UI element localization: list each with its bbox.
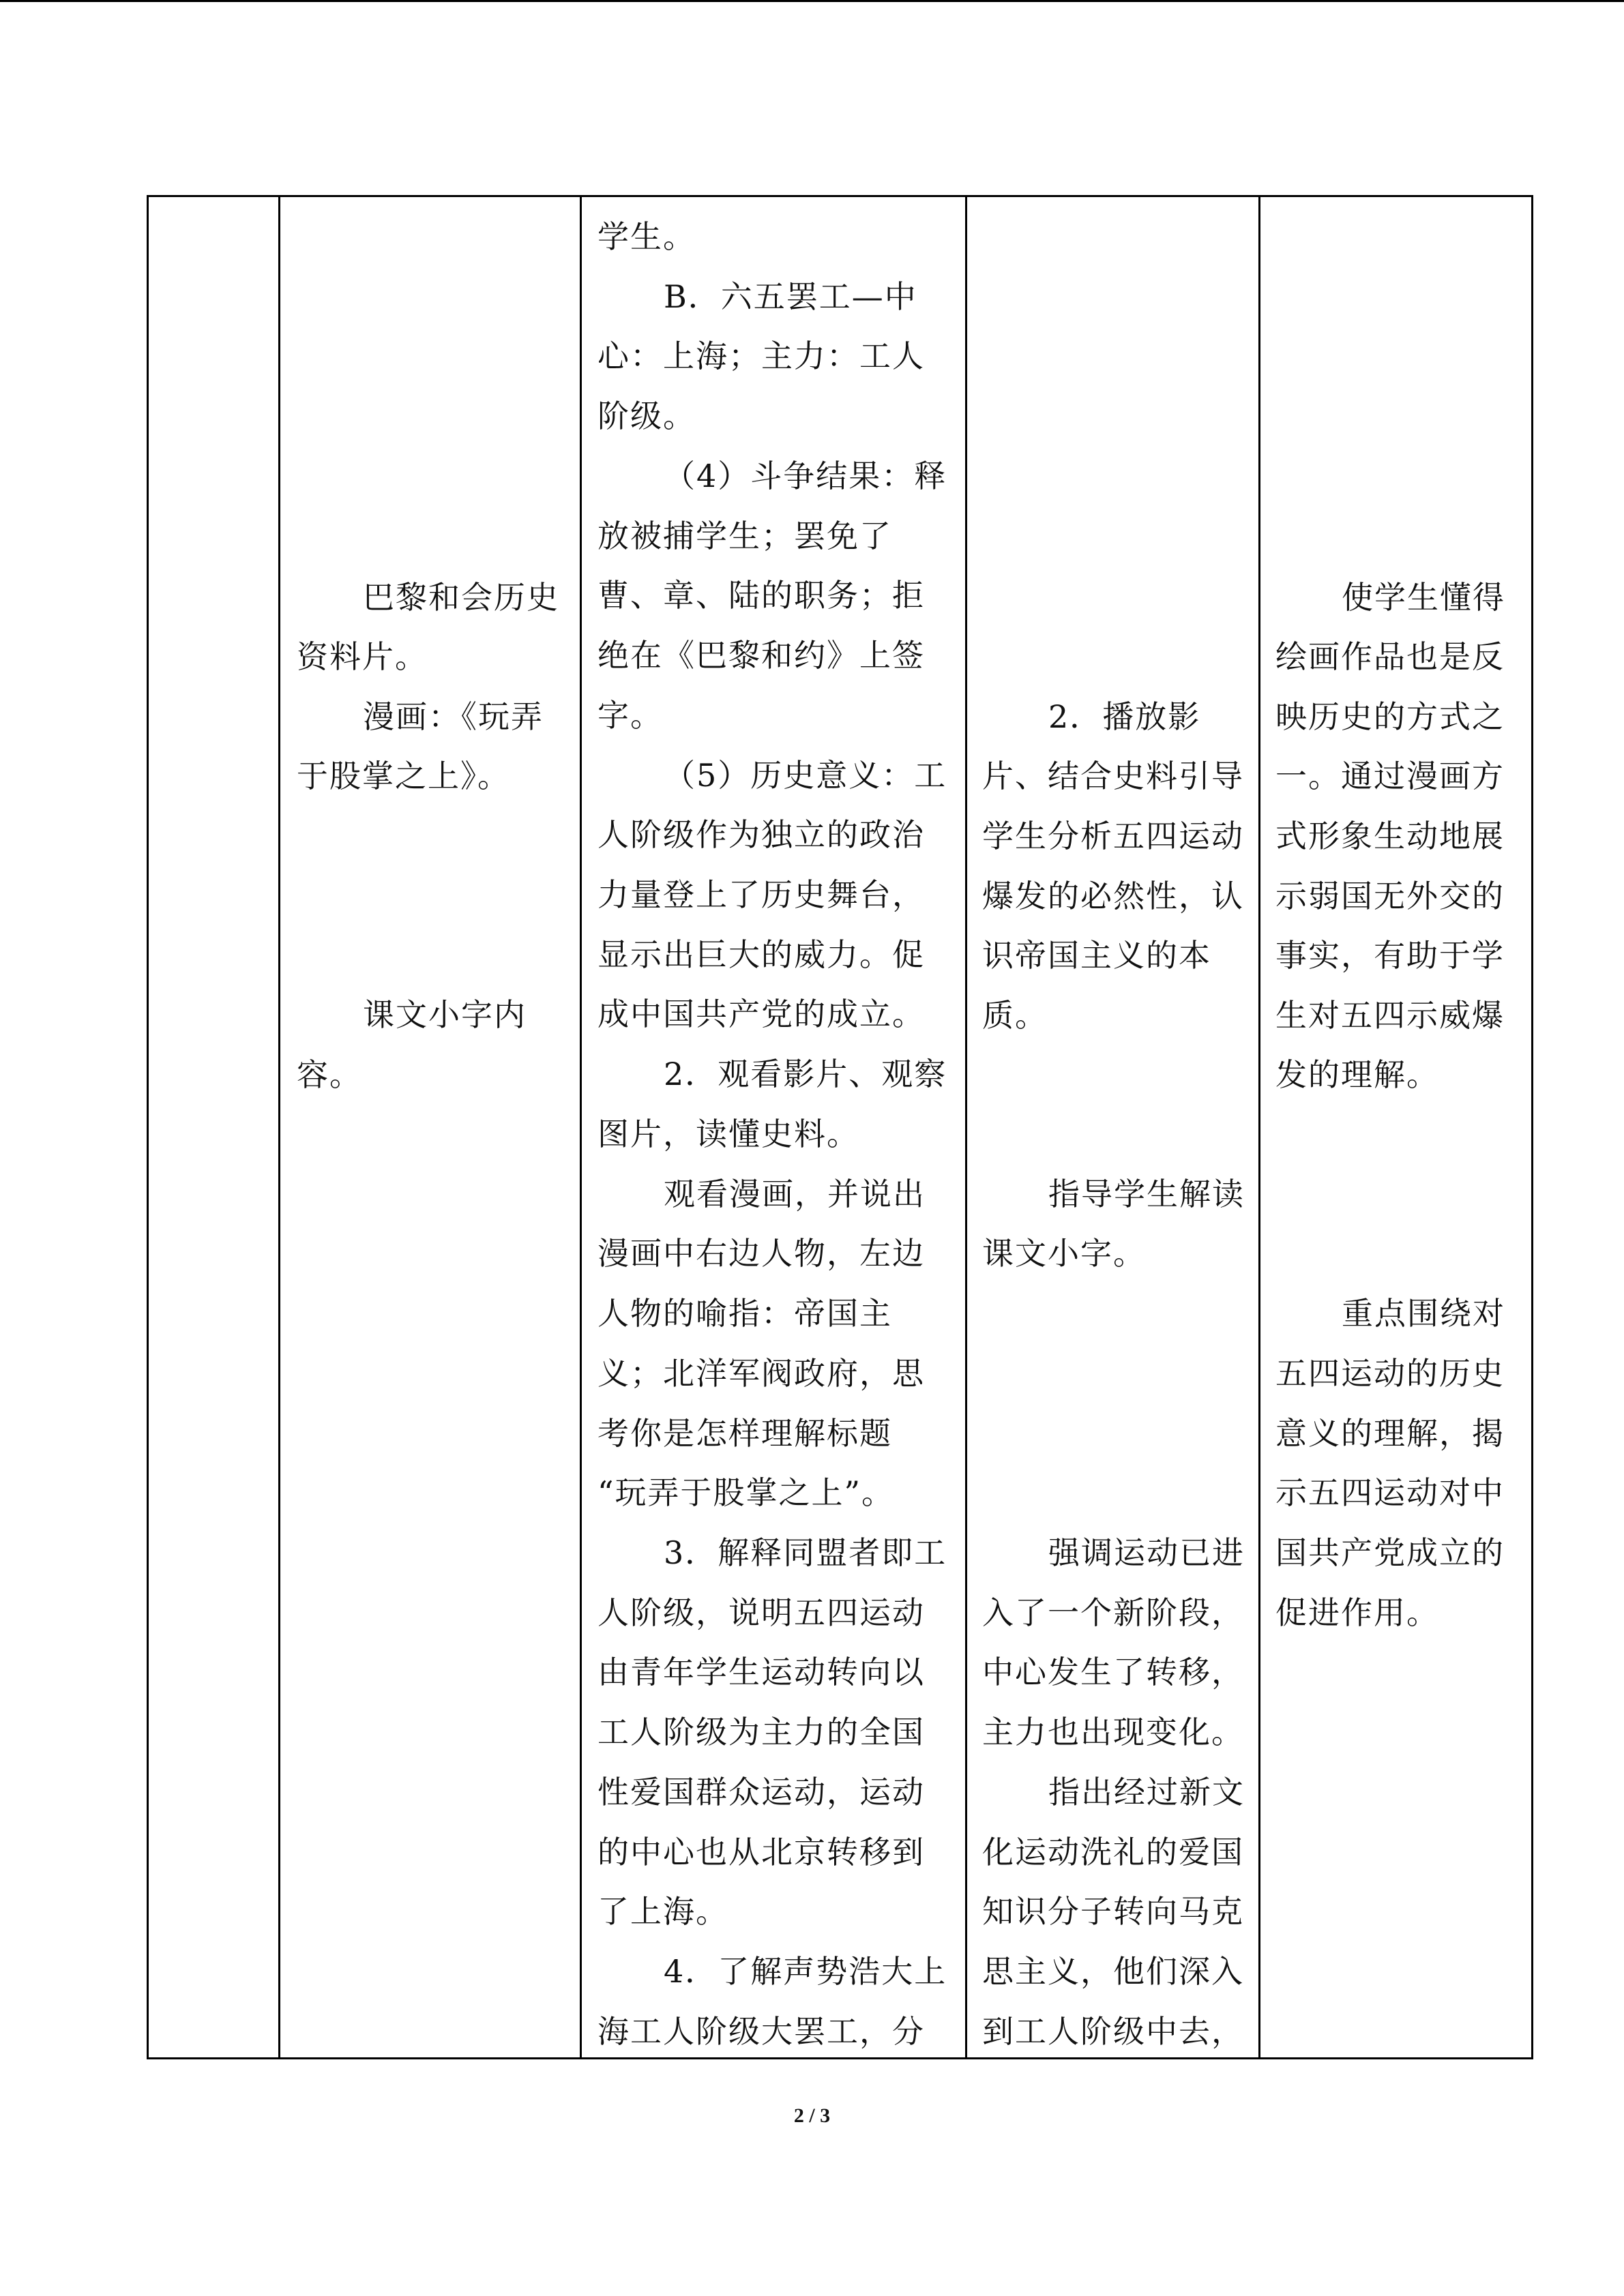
intent-line: 国共产党成立的 [1275, 1534, 1505, 1571]
student-line: 了上海。 [597, 1893, 728, 1930]
intent-line: 映历史的方式之 [1275, 698, 1505, 735]
student-line: 字。 [597, 697, 663, 734]
teacher-line: 思主义，他们深入 [982, 1953, 1244, 1990]
teacher-line: 学生分析五四运动 [982, 818, 1244, 854]
intent-line: 一。通过漫画方 [1275, 758, 1505, 794]
intent-line: 促进作用。 [1275, 1594, 1439, 1631]
student-line: 曹、章、陆的职务；拒 [597, 577, 925, 614]
lesson-plan-table [147, 195, 1533, 2059]
student-line: 2．观看影片、观察 [664, 1056, 947, 1092]
student-line: 人阶级作为独立的政治 [597, 816, 925, 853]
student-line: 心：上海；主力：工人 [597, 338, 925, 374]
teacher-line: 片、结合史料引导 [982, 758, 1244, 794]
column-divider [1258, 197, 1260, 2057]
student-line: （5）历史意义：工 [664, 757, 947, 794]
page-number: 2 / 3 [793, 2104, 831, 2127]
intent-line: 式形象生动地展 [1275, 818, 1505, 854]
column-divider [580, 197, 582, 2057]
student-line: 由青年学生运动转向以 [597, 1654, 925, 1690]
student-line: （4）斗争结果：释 [664, 458, 947, 494]
intent-line: 五四运动的历史 [1275, 1355, 1505, 1392]
intent-line: 示弱国无外交的 [1275, 878, 1505, 914]
intent-line: 示五四运动对中 [1275, 1474, 1505, 1511]
student-line: 放被捕学生；罢免了 [597, 518, 892, 554]
student-line: 义；北洋军阀政府，思 [597, 1355, 925, 1392]
materials-line: 于股掌之上》。 [297, 758, 510, 794]
teacher-line: 到工人阶级中去， [982, 2013, 1244, 2050]
materials-line: 资料片。 [297, 638, 428, 675]
materials-line: 巴黎和会历史 [363, 579, 559, 616]
student-line: 图片，读懂史料。 [597, 1116, 859, 1152]
intent-line: 使学生懂得 [1342, 579, 1505, 616]
student-line: 的中心也从北京转移到 [597, 1834, 925, 1870]
intent-line: 重点围绕对 [1342, 1295, 1505, 1332]
intent-line: 生对五四示威爆 [1275, 997, 1505, 1034]
column-divider [965, 197, 967, 2057]
column-divider [278, 197, 280, 2057]
student-line: 4．了解声势浩大上 [664, 1953, 947, 1990]
student-line: 人物的喻指：帝国主 [597, 1295, 892, 1332]
intent-line: 发的理解。 [1275, 1056, 1439, 1093]
student-line: 阶级。 [597, 398, 696, 434]
teacher-line: 强调运动已进 [1048, 1534, 1245, 1571]
student-line: 学生。 [597, 218, 696, 255]
teacher-line: 识帝国主义的本 [982, 937, 1211, 974]
student-line: B．六五罢工—中 [664, 278, 917, 315]
student-line: 绝在《巴黎和约》上签 [597, 637, 925, 674]
teacher-line: 中心发生了转移， [982, 1654, 1244, 1690]
student-line: 成中国共产党的成立。 [597, 996, 925, 1032]
teacher-line: 化运动洗礼的爱国 [982, 1834, 1244, 1870]
intent-line: 意义的理解，揭 [1275, 1415, 1505, 1452]
student-line: 3．解释同盟者即工 [664, 1534, 947, 1571]
teacher-line: 入了一个新阶段， [982, 1594, 1244, 1631]
student-line: 考你是怎样理解标题 [597, 1415, 892, 1452]
student-line: 性爱国群众运动，运动 [597, 1774, 925, 1810]
student-line: 观看漫画，并说出 [664, 1176, 926, 1212]
student-line: 显示出巨大的威力。促 [597, 936, 925, 973]
teacher-line: 指导学生解读 [1048, 1176, 1245, 1212]
student-line: 工人阶级为主力的全国 [597, 1714, 925, 1750]
student-line: “玩弄于股掌之上”。 [597, 1474, 895, 1511]
student-line: 海工人阶级大罢工，分 [597, 2013, 925, 2050]
student-line: 力量登上了历史舞台， [597, 876, 925, 913]
materials-line: 课文小字内 [363, 996, 527, 1033]
student-line: 人阶级，说明五四运动 [597, 1594, 925, 1631]
teacher-line: 指出经过新文 [1048, 1774, 1245, 1810]
teacher-line: 课文小字。 [982, 1235, 1146, 1272]
materials-line: 漫画：《玩弄 [363, 698, 544, 735]
teacher-line: 质。 [982, 997, 1048, 1034]
teacher-line: 知识分子转向马克 [982, 1893, 1244, 1930]
intent-line: 绘画作品也是反 [1275, 638, 1505, 675]
top-border-rule [0, 0, 1624, 2]
intent-line: 事实，有助于学 [1275, 937, 1505, 974]
teacher-line: 主力也出现变化。 [982, 1714, 1244, 1750]
teacher-line: 2．播放影 [1048, 698, 1201, 735]
student-line: 漫画中右边人物，左边 [597, 1235, 925, 1272]
materials-line: 容。 [297, 1056, 362, 1093]
teacher-line: 爆发的必然性，认 [982, 878, 1244, 914]
